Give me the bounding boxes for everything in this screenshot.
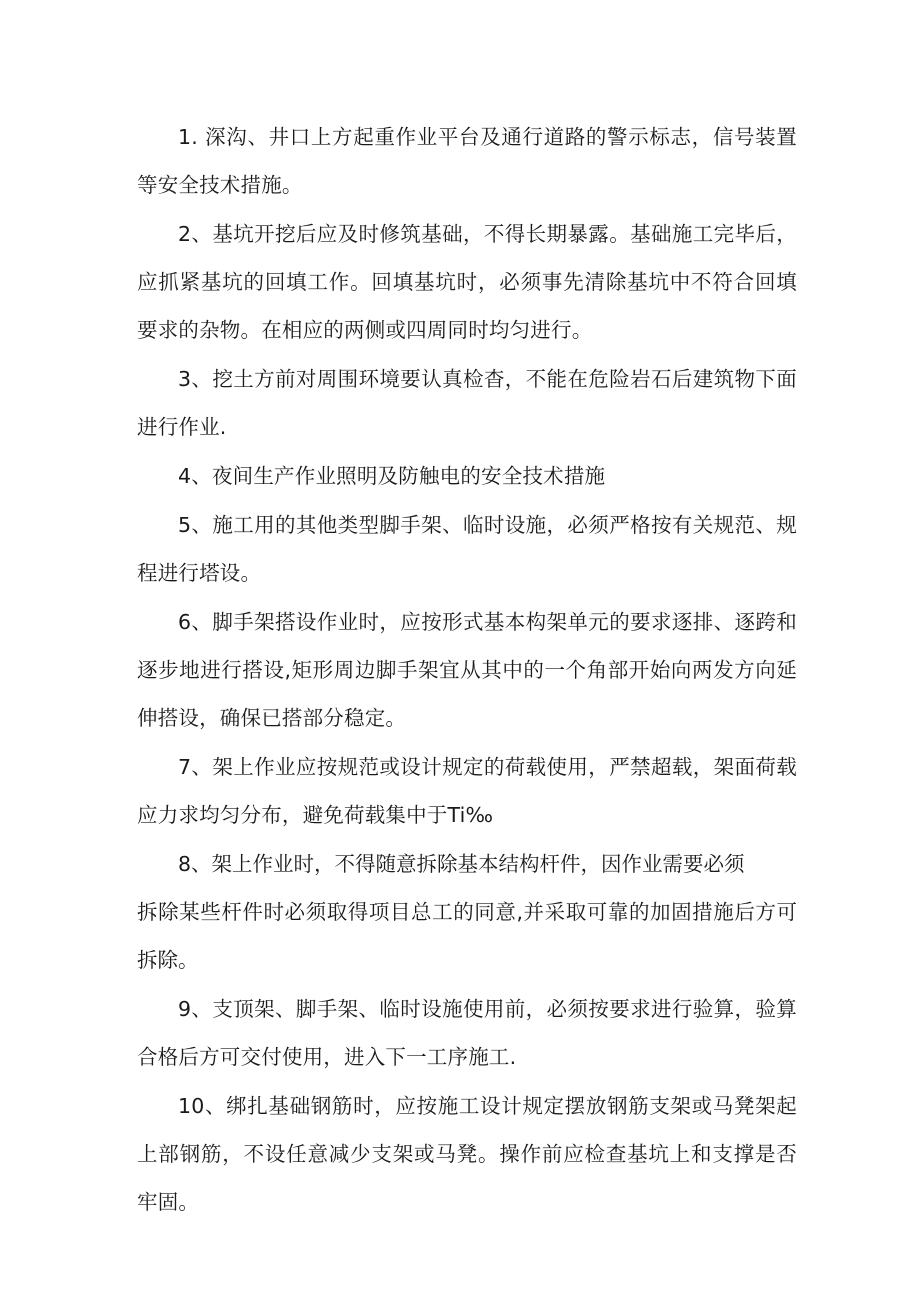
paragraph-8-continuation: 拆除某些杆件时必须取得项目总工的同意,并采取可靠的加固措施后方可拆除。 <box>137 900 797 972</box>
paragraph-7: 7、架上作业应按规范或设计规定的荷载使用，严禁超载，架面荷载应力求均匀分布，避免荷载集中于Ti‰ <box>137 755 797 827</box>
paragraph-1: 1. 深沟、井口上方起重作业平台及通行道路的警示标志，信号装置等安全技术措施。 <box>137 125 797 197</box>
document-body <box>137 113 797 1227</box>
paragraph-9: 9、支顶架、脚手架、临时设施使用前，必须按要求进行验算，验算合格后方可交付使用，进入下一工序施工. <box>137 997 797 1069</box>
paragraph-6: 6、脚手架搭设作业时，应按形式基本构架单元的要求逐排、逐跨和逐步地进行搭设,矩形周边脚手架宜从其中的一个角部开始向两发方向延伸搭设，确保已搭部分稳定。 <box>137 610 797 730</box>
paragraph-8-first-line: 8、架上作业时，不得随意拆除基本结构杆件，因作业需要必须 <box>178 852 745 876</box>
paragraph-3: 3、挖土方前对周围环境要认真检杳，不能在危险岩石后建筑物下面进行作业. <box>137 367 797 439</box>
paragraph-10: 10、绑扎基础钢筋时，应按施工设计规定摆放钢筋支架或马凳架起上部钢筋，不设任意减少支架或马凳。操作前应检查基坑上和支撑是否牢固。 <box>137 1094 797 1214</box>
paragraph-2: 2、基坑开挖后应及时修筑基础，不得长期暴露。基础施工完毕后，应抓紧基坑的回填工作。回填基坑时，必须事先清除基坑中不符合回填要求的杂物。在相应的两侧或四周同时均匀进行。 <box>137 222 797 342</box>
paragraph-4: 4、夜间生产作业照明及防触电的安全技术措施 <box>178 464 606 488</box>
paragraph-5: 5、施工用的其他类型脚手架、临时设施，必须严格按有关规范、规程进行塔设。 <box>137 513 797 585</box>
